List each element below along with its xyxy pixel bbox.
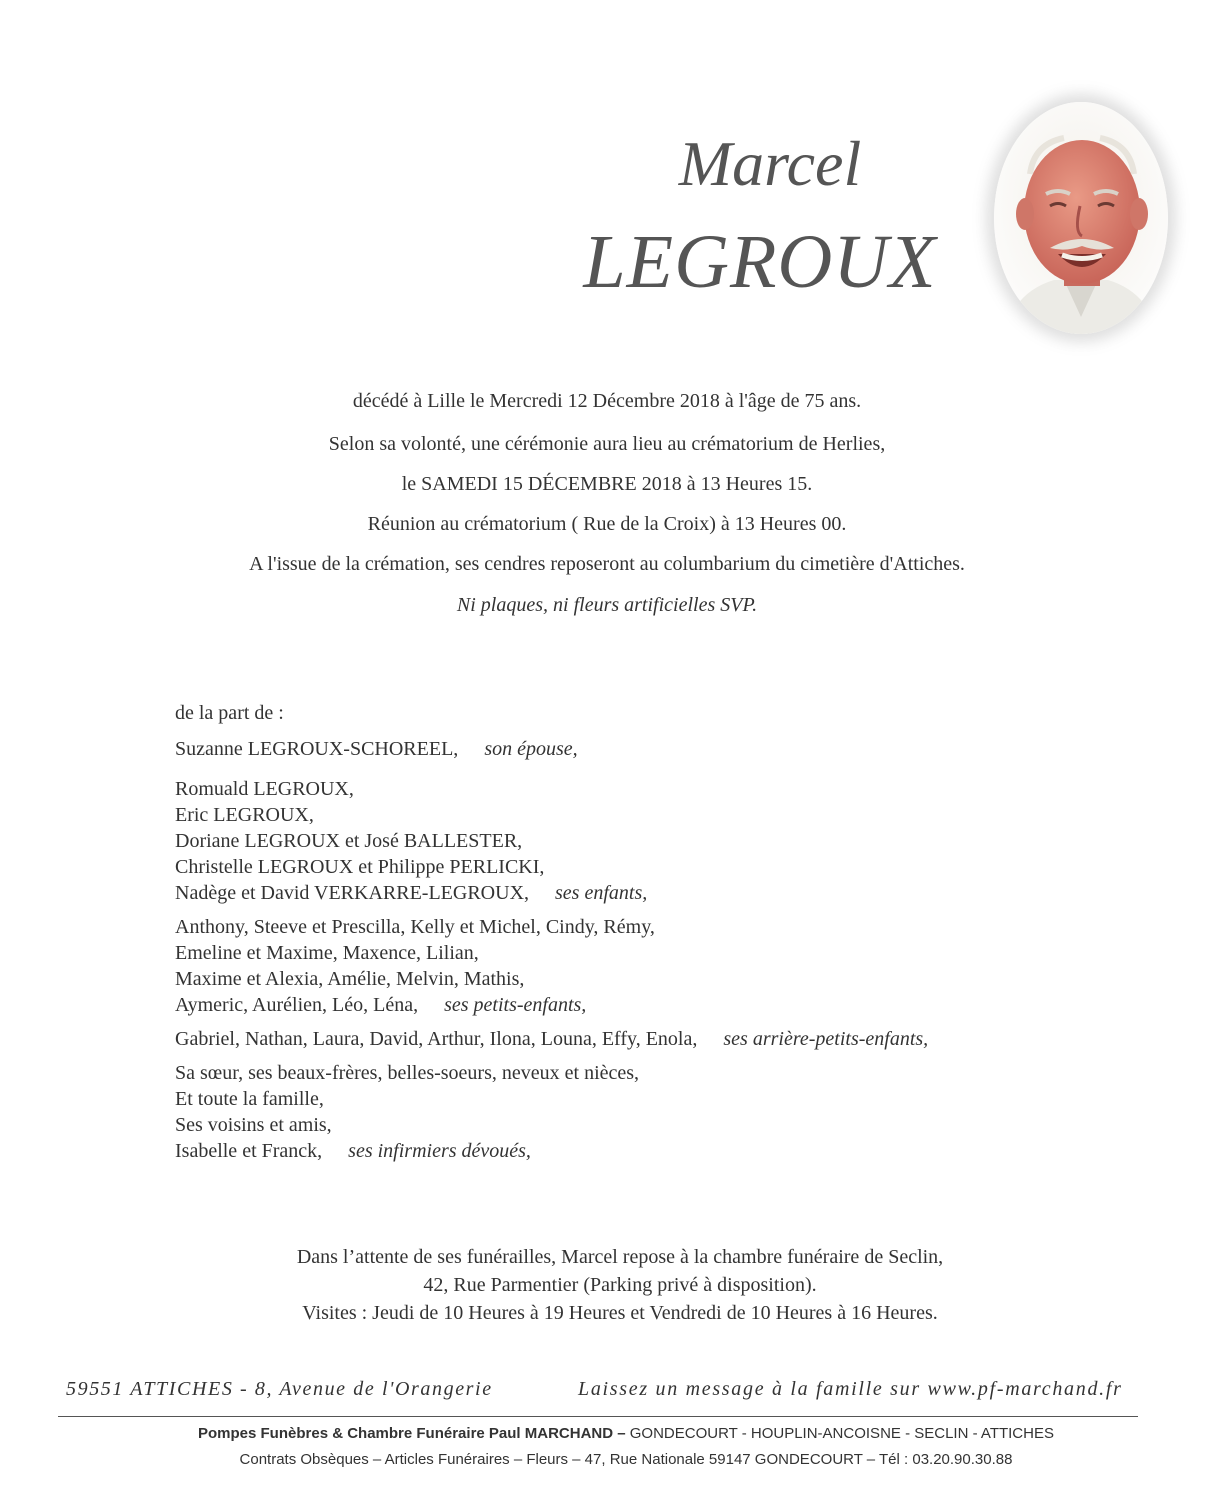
family-intro: de la part de : — [175, 702, 284, 724]
footer-message-link[interactable]: Laissez un message à la famille sur www.pf-marchand.fr — [578, 1378, 1123, 1400]
relatives-line — [175, 1138, 928, 1164]
funeral-home-line-2: 42, Rue Parmentier (Parking privé à disposition). — [423, 1274, 817, 1296]
funeral-home-line-3: Visites : Jeudi de 10 Heures à 19 Heures et Vendredi de 10 Heures à 16 Heures. — [302, 1302, 938, 1324]
portrait-photo — [994, 102, 1168, 334]
portrait-illustration — [994, 102, 1168, 334]
grandchild-line: Emeline et Maxime, Maxence, Lilian, — [175, 942, 479, 964]
funeral-home-line-1: Dans l’attente de ses funérailles, Marcel repose à la chambre funéraire de Seclin, — [296, 1246, 944, 1268]
funeral-home-notice — [0, 1243, 1214, 1327]
grandchild-line — [175, 992, 928, 1018]
grandchild-line: Maxime et Alexia, Amélie, Melvin, Mathis, — [175, 968, 525, 990]
child-line: Christelle LEGROUX et Philippe PERLICKI, — [175, 856, 545, 878]
footer-company — [0, 1425, 1214, 1442]
nurses-role: ses infirmiers dévoués, — [348, 1140, 531, 1162]
relatives-line: Et toute la famille, — [175, 1088, 324, 1110]
ceremony-notice: Selon sa volonté, une cérémonie aura lieu au crématorium de Herlies, — [328, 433, 886, 455]
footer-divider — [58, 1416, 1138, 1417]
spouse-line — [175, 736, 928, 762]
children-role: ses enfants, — [555, 882, 648, 904]
child-line — [175, 880, 928, 906]
child-names: Nadège et David VERKARRE-LEGROUX, — [175, 882, 530, 904]
last-name: LEGROUX — [583, 220, 937, 304]
child-line: Eric LEGROUX, — [175, 804, 314, 826]
flowers-request: Ni plaques, ni fleurs artificielles SVP. — [456, 594, 758, 616]
grandchildren-role: ses petits-enfants, — [444, 994, 587, 1016]
company-name: Pompes Funèbres & Chambre Funéraire Paul MARCHAND – — [198, 1425, 626, 1442]
child-line: Romuald LEGROUX, — [175, 778, 354, 800]
great-grandchildren-role: ses arrière-petits-enfants, — [723, 1028, 929, 1050]
grandchild-line: Anthony, Steeve et Prescilla, Kelly et Michel, Cindy, Rémy, — [175, 916, 655, 938]
footer-services: Contrats Obsèques – Articles Funéraires – Fleurs – 47, Rue Nationale 59147 GONDECOURT – Tél : 03.20.90.30.88 — [239, 1451, 1013, 1468]
company-locations: GONDECOURT - HOUPLIN-ANCOISNE - SECLIN - ATTICHES — [625, 1425, 1054, 1442]
meeting-notice: Réunion au crématorium ( Rue de la Croix) à 13 Heures 00. — [367, 513, 847, 535]
great-grandchildren-names: Gabriel, Nathan, Laura, David, Arthur, Ilona, Louna, Effy, Enola, — [175, 1028, 698, 1050]
spouse-role: son épouse, — [484, 738, 578, 760]
death-notice: décédé à Lille le Mercredi 12 Décembre 2018 à l'âge de 75 ans. — [352, 390, 862, 412]
first-name: Marcel — [678, 128, 862, 199]
child-line: Doriane LEGROUX et José BALLESTER, — [175, 830, 523, 852]
relatives-line: Ses voisins et amis, — [175, 1114, 332, 1136]
nurses-names: Isabelle et Franck, — [175, 1140, 323, 1162]
grandchild-names: Aymeric, Aurélien, Léo, Léna, — [175, 994, 419, 1016]
spouse-names: Suzanne LEGROUX-SCHOREEL, — [175, 738, 459, 760]
ashes-notice: A l'issue de la crémation, ses cendres reposeront au columbarium du cimetière d'Attiches. — [249, 553, 965, 575]
great-grandchildren-line — [175, 1026, 928, 1052]
ceremony-date: le SAMEDI 15 DÉCEMBRE 2018 à 13 Heures 15. — [401, 473, 813, 495]
family-list — [175, 700, 928, 1172]
footer-address: 59551 ATTICHES - 8, Avenue de l'Orangerie — [66, 1378, 493, 1400]
relatives-line: Sa sœur, ses beaux-frères, belles-soeurs, neveux et nièces, — [175, 1062, 640, 1084]
